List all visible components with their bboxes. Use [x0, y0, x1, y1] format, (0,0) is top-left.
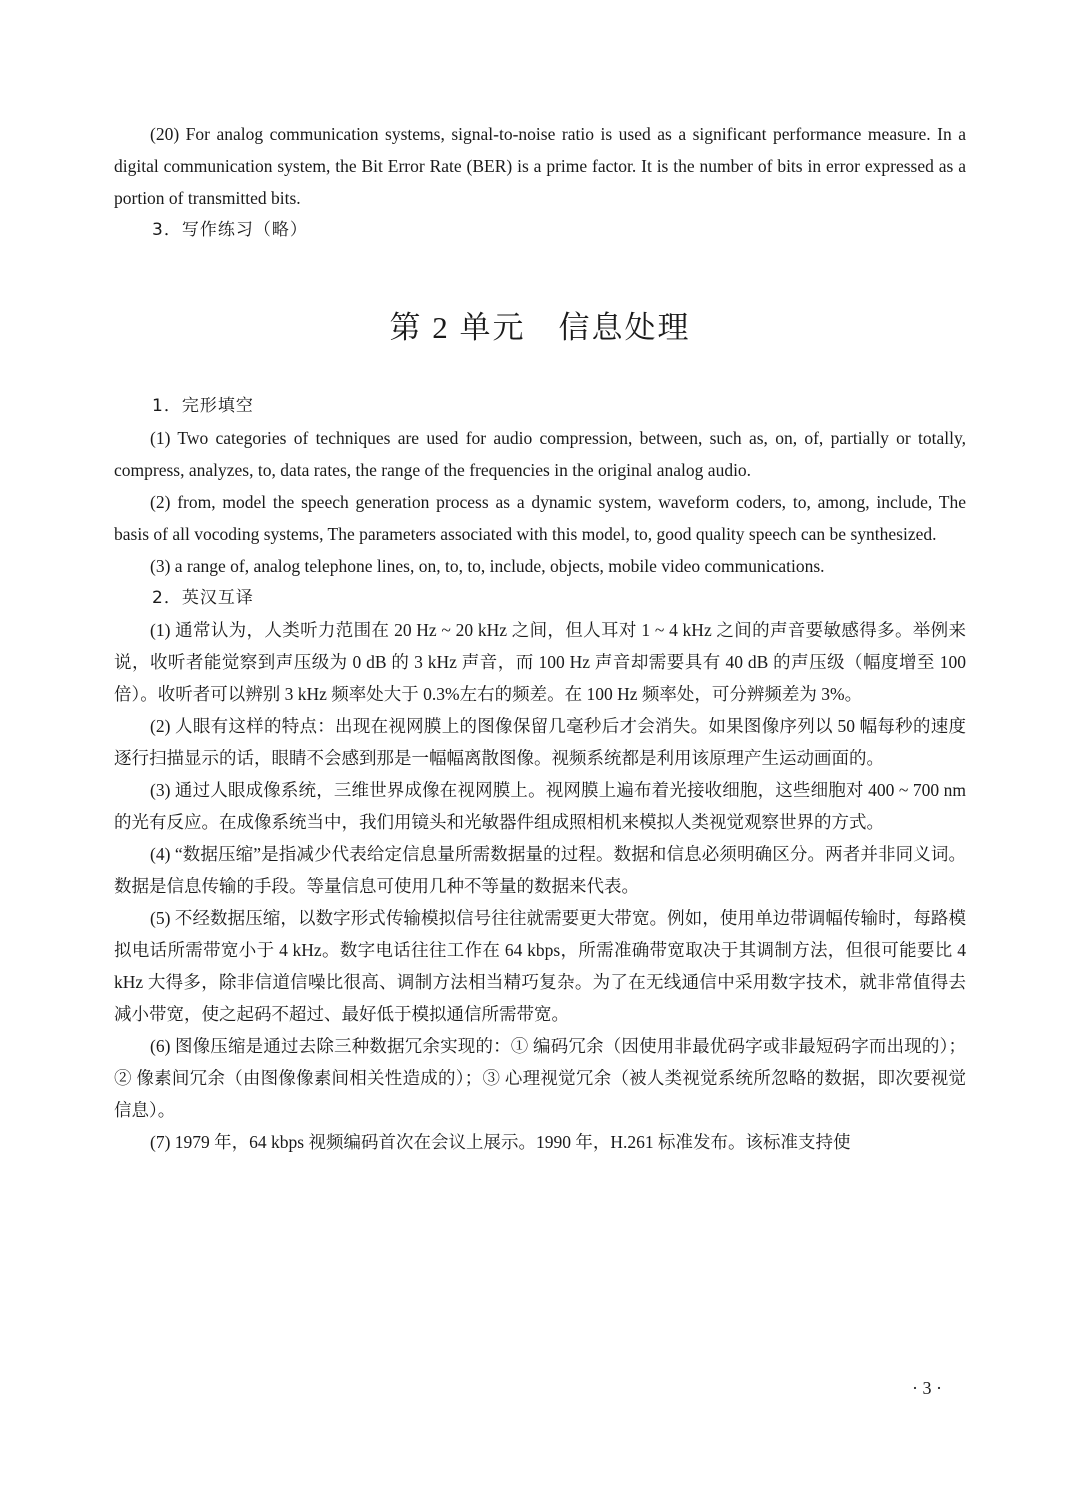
page-number: · 3 · — [912, 1378, 942, 1398]
translation-3: (3) 通过人眼成像系统，三维世界成像在视网膜上。视网膜上遍布着光接收细胞，这些细胞对 400 ~ 700 nm 的光有反应。在成像系统当中，我们用镜头和光敏器件组成照相机来模拟人类视觉观察世界的方式。 — [114, 780, 966, 832]
translation-4: (4) “数据压缩”是指减少代表给定信息量所需数据量的过程。数据和信息必须明确区分。两者并非同义词。数据是信息传输的手段。等量信息可使用几种不等量的数据来代表。 — [114, 844, 966, 896]
translation-7: (7) 1979 年，64 kbps 视频编码首次在会议上展示。1990 年，H.261 标准发布。该标准支持使 — [150, 1132, 851, 1152]
translation-6: (6) 图像压缩是通过去除三种数据冗余实现的：① 编码冗余（因使用非最优码字或非最短码字而出现的）；② 像素间冗余（由图像像素间相关性造成的）；③ 心理视觉冗余（被人类视觉系统所忽略的数据，即次要视觉信息）。 — [114, 1036, 966, 1120]
translation-1: (1) 通常认为，人类听力范围在 20 Hz ~ 20 kHz 之间，但人耳对 1 ~ 4 kHz 之间的声音要敏感得多。举例来说，收听者能觉察到声压级为 0 dB 的 3 kHz 声音，而 100 Hz 声音却需要具有 40 dB 的声压级（幅度增至 100 倍）。收听者可以辨别 3 kHz 频率处大于 0.3%左右的频差。在 100 Hz 频率处，可分辨频差为 3%。 — [114, 620, 966, 704]
paragraph-20: (20) For analog communication systems, signal-to-noise ratio is used as a significant performance measure. In a digital communication system, the Bit Error Rate (BER) is a prime factor. It is the number of bits in error expressed as a portion of transmitted bits. — [114, 124, 966, 208]
translation-2: (2) 人眼有这样的特点：出现在视网膜上的图像保留几毫秒后才会消失。如果图像序列以 50 幅每秒的速度逐行扫描显示的话，眼睛不会感到那是一幅幅离散图像。视频系统都是利用该原理产生运动画面的。 — [114, 716, 966, 768]
unit-title: 第 2 单元 信息处理 — [389, 310, 691, 345]
cloze-answer-3: (3) a range of, analog telephone lines, on, to, to, include, objects, mobile video communications. — [150, 556, 825, 576]
page-content — [114, 118, 966, 1158]
translation-5: (5) 不经数据压缩，以数字形式传输模拟信号往往就需要更大带宽。例如，使用单边带调幅传输时，每路模拟电话所需带宽小于 4 kHz。数字电话往往工作在 64 kbps，所需准确带宽取决于其调制方法，但很可能要比 4 kHz 大得多，除非信道信噪比很高、调制方法相当精巧复杂。为了在无线通信中采用数字技术，就非常值得去减小带宽，使之起码不超过、最好低于模拟通信所需带宽。 — [114, 908, 966, 1024]
cloze-answer-1: (1) Two categories of techniques are used for audio compression, between, such as, on, of, partially or totally, compress, analyzes, to, data rates, the range of the frequencies in the original analog audio. — [114, 428, 966, 480]
section-heading-cloze: 1．完形填空 — [152, 396, 254, 416]
section-heading-translation: 2．英汉互译 — [152, 588, 254, 608]
section-heading-writing: 3．写作练习（略） — [152, 220, 308, 240]
cloze-answer-2: (2) from, model the speech generation process as a dynamic system, waveform coders, to, among, include, The basis of all vocoding systems, The parameters associated with this model, to, good quality speech can be synthesized. — [114, 492, 966, 544]
